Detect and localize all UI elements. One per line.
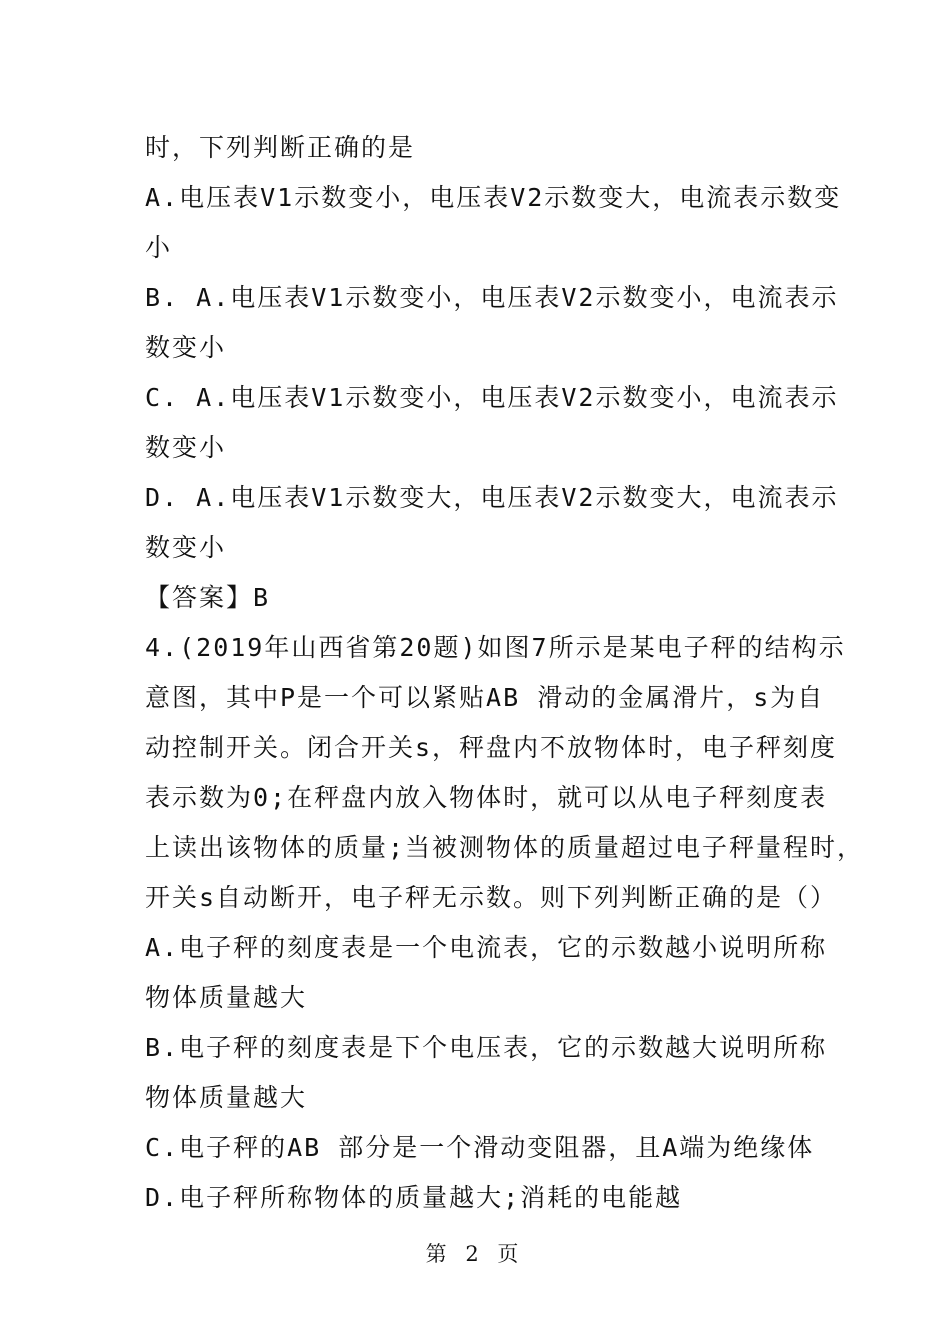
text-line: 数变小	[145, 533, 227, 562]
text-line: 开关s自动断开，电子秤无示数。则下列判断正确的是（）	[145, 883, 838, 912]
option-d-text: D. A.电压表V1示数变大，电压表V2示数变大，电流表示	[145, 483, 839, 512]
option-a-text: A.电压表V1示数变小，电压表V2示数变大，电流表示数变	[145, 183, 842, 212]
text-line: 上读出该物体的质量;当被测物体的质量超过电子秤量程时，	[145, 833, 865, 862]
text-line: 数变小	[145, 433, 227, 462]
answer-line: 【答案】B	[145, 583, 271, 612]
option-d-text: D.电子秤所称物体的质量越大;消耗的电能越	[145, 1183, 683, 1212]
text-line: 动控制开关。闭合开关s，秤盘内不放物体时，电子秤刻度	[145, 733, 838, 762]
text-line: 物体质量越大	[145, 1083, 308, 1112]
text-line: 小	[145, 233, 173, 262]
option-c-text: C.电子秤的AB 部分是一个滑动变阻器，且A端为绝缘体	[145, 1133, 815, 1162]
option-a-text: A.电子秤的刻度表是一个电流表，它的示数越小说明所称	[145, 933, 828, 962]
text-line: 物体质量越大	[145, 983, 308, 1012]
page-number: 第 2 页	[425, 1242, 525, 1266]
text-line: 意图，其中P是一个可以紧贴AB 滑动的金属滑片，s为自	[145, 683, 825, 712]
text-line: 数变小	[145, 333, 227, 362]
option-b-text: B. A.电压表V1示数变小，电压表V2示数变小，电流表示	[145, 283, 839, 312]
option-b-text: B.电子秤的刻度表是下个电压表，它的示数越大说明所称	[145, 1033, 828, 1062]
text-line: 表示数为0;在秤盘内放入物体时，就可以从电子秤刻度表	[145, 783, 828, 812]
option-c-text: C. A.电压表V1示数变小，电压表V2示数变小，电流表示	[145, 383, 839, 412]
text-line: 时，下列判断正确的是	[145, 133, 416, 162]
question-4-text: 4.(2019年山西省第20题)如图7所示是某电子秤的结构示	[145, 633, 846, 662]
